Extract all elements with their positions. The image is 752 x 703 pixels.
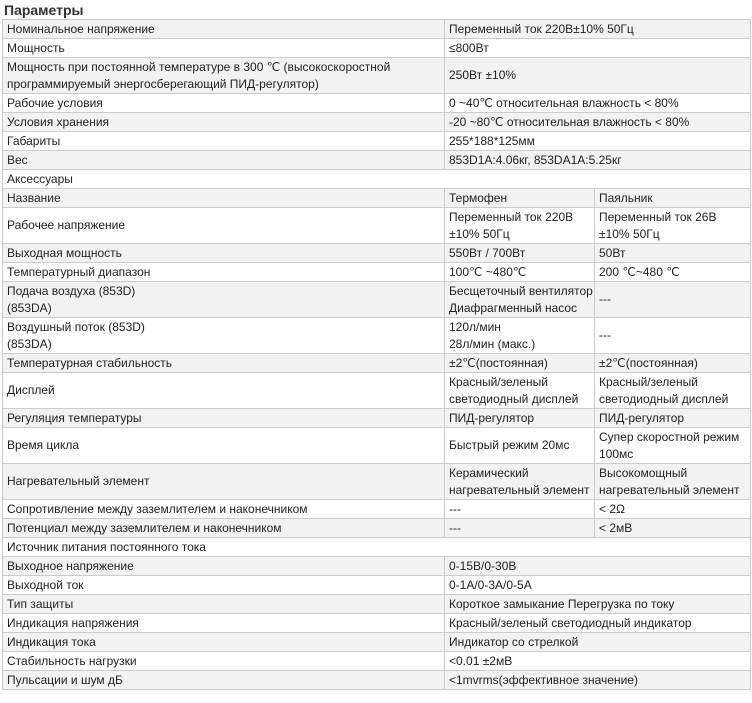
cell-text: программируемый энергосберегающий ПИД-регулятор) — [7, 76, 319, 91]
cell-text: Рабочее напряжение — [7, 218, 126, 232]
param-value-cell — [595, 373, 751, 409]
param-name-cell — [3, 614, 445, 633]
spec-row — [3, 633, 751, 652]
param-value-cell — [595, 189, 751, 208]
cell-text: (853DA) — [7, 336, 52, 351]
cell-text: <1mvrms(эффективное значение) — [449, 672, 638, 687]
cell-text: ±10% 50Гц — [449, 226, 510, 241]
param-value-cell — [445, 39, 751, 58]
param-value-cell — [445, 633, 751, 652]
spec-row — [3, 652, 751, 671]
param-name-cell — [3, 208, 445, 244]
param-value-cell — [595, 318, 751, 354]
cell-text: 550Вт / 700Вт — [449, 245, 526, 260]
cell-text: Название — [7, 190, 61, 205]
param-name-cell — [3, 576, 445, 595]
spec-row — [3, 373, 751, 409]
cell-text: Дисплей — [7, 383, 55, 397]
cell-text: Диафрагменный насос — [449, 300, 578, 315]
param-name-cell — [3, 20, 445, 39]
spec-row — [3, 519, 751, 538]
param-value-cell — [445, 500, 595, 519]
param-name-cell — [3, 409, 445, 428]
spec-row — [3, 500, 751, 519]
spec-row — [3, 576, 751, 595]
cell-text: < 2мВ — [599, 520, 633, 535]
cell-text: Индикатор со стрелкой — [449, 634, 579, 649]
cell-text: Температурный диапазон — [7, 264, 151, 279]
param-value-cell — [445, 282, 595, 318]
param-value-cell — [595, 500, 751, 519]
param-value-cell — [445, 189, 595, 208]
cell-text: ПИД-регулятор — [449, 410, 535, 425]
cell-text: Выходной ток — [7, 577, 84, 592]
param-value-cell — [445, 428, 595, 464]
cell-text: Тип защиты — [7, 596, 74, 611]
param-name-cell — [3, 464, 445, 500]
param-name-cell — [3, 500, 445, 519]
spec-row — [3, 39, 751, 58]
cell-text: Источник питания постоянного тока — [7, 539, 206, 554]
spec-row — [3, 132, 751, 151]
page-title: Параметры — [4, 2, 84, 18]
cell-text: Потенциал между заземлителем и наконечником — [7, 520, 282, 535]
param-name-cell — [3, 318, 445, 354]
spec-row — [3, 354, 751, 373]
param-value-cell — [445, 614, 751, 633]
param-value-cell — [445, 671, 751, 690]
cell-text: (853DA) — [7, 300, 52, 315]
cell-text: Быстрый режим 20мс — [449, 438, 570, 452]
param-value-cell — [445, 652, 751, 671]
param-value-cell — [445, 113, 751, 132]
cell-text: Условия хранения — [7, 114, 110, 129]
cell-text: --- — [449, 501, 461, 516]
spec-row — [3, 318, 751, 354]
spec-row — [3, 244, 751, 263]
cell-text: Короткое замыкание Перегрузка по току — [449, 596, 675, 611]
param-name-cell — [3, 39, 445, 58]
param-name-cell — [3, 189, 445, 208]
param-value-cell — [445, 354, 595, 373]
cell-text: Пульсации и шум дБ — [7, 672, 123, 687]
param-name-cell — [3, 652, 445, 671]
param-value-cell — [595, 519, 751, 538]
param-value-cell — [445, 373, 595, 409]
cell-text: Красный/зеленый — [449, 374, 548, 389]
param-name-cell — [3, 282, 445, 318]
spec-row — [3, 208, 751, 244]
cell-text: Выходное напряжение — [7, 558, 134, 573]
section-header-cell — [3, 170, 751, 189]
cell-text: Мощность при постоянной температуре в 300 ℃ (высокоскоростной — [7, 59, 391, 74]
cell-text: 0 ~40℃ относительная влажность < 80% — [449, 95, 679, 110]
spec-table — [2, 19, 751, 690]
cell-text: Подача воздуха (853D) — [7, 283, 136, 298]
param-name-cell — [3, 519, 445, 538]
param-value-cell — [445, 595, 751, 614]
cell-text: 50Вт — [599, 245, 626, 260]
cell-text: Сопротивление между заземлителем и наконечником — [7, 501, 308, 516]
cell-text: ≤800Вт — [449, 40, 489, 55]
param-value-cell — [595, 464, 751, 500]
spec-row — [3, 409, 751, 428]
param-value-cell — [445, 94, 751, 113]
cell-text: Мощность — [7, 40, 65, 55]
param-value-cell — [445, 263, 595, 282]
cell-text: 120л/мин — [449, 319, 501, 334]
param-value-cell — [595, 409, 751, 428]
cell-text: Высокомощный — [599, 465, 688, 480]
param-value-cell — [445, 132, 751, 151]
cell-text: Переменный ток 220В±10% 50Гц — [449, 21, 634, 36]
cell-text: ПИД-регулятор — [599, 410, 685, 425]
param-name-cell — [3, 132, 445, 151]
param-value-cell — [595, 282, 751, 318]
cell-text: 250Вт ±10% — [449, 68, 517, 82]
param-value-cell — [445, 576, 751, 595]
spec-row — [3, 151, 751, 170]
param-name-cell — [3, 58, 445, 94]
section-header-row — [3, 538, 751, 557]
param-value-cell — [445, 151, 751, 170]
param-name-cell — [3, 428, 445, 464]
spec-row — [3, 189, 751, 208]
param-value-cell — [445, 519, 595, 538]
cell-text: Бесщеточный вентилятор — [449, 283, 593, 298]
cell-text: Номинальное напряжение — [7, 21, 155, 36]
param-name-cell — [3, 373, 445, 409]
cell-text: <0.01 ±2мВ — [449, 653, 513, 668]
cell-text: Индикация напряжения — [7, 615, 139, 630]
cell-text: 100мс — [599, 446, 634, 461]
cell-text: Стабильность нагрузки — [7, 653, 137, 668]
param-name-cell — [3, 263, 445, 282]
param-name-cell — [3, 354, 445, 373]
param-value-cell — [445, 244, 595, 263]
param-name-cell — [3, 557, 445, 576]
param-value-cell — [445, 318, 595, 354]
cell-text: Температурная стабильность — [7, 355, 173, 370]
section-header-cell — [3, 538, 751, 557]
cell-text: Габариты — [7, 133, 61, 148]
cell-text: нагревательный элемент — [449, 482, 590, 497]
cell-text: светодиодный дисплей — [449, 391, 579, 406]
cell-text: Выходная мощность — [7, 245, 122, 260]
cell-text: --- — [599, 328, 611, 342]
cell-text: 853D1A:4.06кг, 853DA1A:5.25кг — [449, 152, 622, 167]
cell-text: 200 ℃~480 ℃ — [599, 264, 680, 279]
param-name-cell — [3, 595, 445, 614]
param-name-cell — [3, 633, 445, 652]
cell-text: Термофен — [449, 190, 508, 205]
spec-row — [3, 428, 751, 464]
cell-text: < 2Ω — [599, 501, 625, 516]
spec-row — [3, 94, 751, 113]
cell-text: нагревательный элемент — [599, 482, 740, 497]
param-value-cell — [595, 428, 751, 464]
cell-text: 0-15В/0-30В — [449, 558, 517, 573]
cell-text: 255*188*125мм — [449, 133, 535, 148]
spec-row — [3, 464, 751, 500]
spec-row — [3, 113, 751, 132]
spec-row — [3, 58, 751, 94]
param-value-cell — [595, 244, 751, 263]
param-value-cell — [445, 20, 751, 39]
spec-row — [3, 614, 751, 633]
param-value-cell — [445, 557, 751, 576]
cell-text: Аксессуары — [7, 171, 73, 186]
param-name-cell — [3, 244, 445, 263]
cell-text: Красный/зеленый светодиодный индикатор — [449, 615, 692, 630]
param-value-cell — [445, 58, 751, 94]
spec-row — [3, 671, 751, 690]
cell-text: Переменный ток 220В — [449, 209, 574, 224]
cell-text: -20 ~80℃ относительная влажность < 80% — [449, 114, 690, 129]
spec-row — [3, 20, 751, 39]
spec-row — [3, 595, 751, 614]
cell-text: Воздушный поток (853D) — [7, 319, 145, 334]
cell-text: 0-1А/0-3А/0-5А — [449, 577, 532, 592]
cell-text: светодиодный дисплей — [599, 391, 729, 406]
section-header-row — [3, 170, 751, 189]
cell-text: Рабочие условия — [7, 95, 103, 110]
cell-text: Вес — [7, 152, 28, 167]
param-name-cell — [3, 671, 445, 690]
cell-text: Супер скоростной режим — [599, 429, 740, 444]
cell-text: Нагревательный элемент — [7, 474, 150, 488]
param-value-cell — [595, 208, 751, 244]
cell-text: ±2℃(постоянная) — [449, 355, 548, 370]
cell-text: ±2℃(постоянная) — [599, 355, 698, 370]
param-value-cell — [445, 208, 595, 244]
spec-row — [3, 557, 751, 576]
param-name-cell — [3, 151, 445, 170]
cell-text: 28л/мин (макс.) — [449, 336, 536, 351]
spec-row — [3, 263, 751, 282]
param-name-cell — [3, 113, 445, 132]
cell-text: Керамический — [449, 465, 529, 480]
spec-table-body — [3, 20, 751, 690]
cell-text: 100℃ ~480℃ — [449, 264, 527, 279]
param-value-cell — [595, 354, 751, 373]
spec-row — [3, 282, 751, 318]
cell-text: Переменный ток 26В — [599, 209, 717, 224]
cell-text: Индикация тока — [7, 634, 96, 649]
cell-text: ±10% 50Гц — [599, 226, 660, 241]
cell-text: --- — [449, 520, 461, 535]
cell-text: Регуляция температуры — [7, 410, 142, 425]
param-value-cell — [445, 464, 595, 500]
param-value-cell — [595, 263, 751, 282]
cell-text: Красный/зеленый — [599, 374, 698, 389]
param-value-cell — [445, 409, 595, 428]
cell-text: Время цикла — [7, 438, 80, 452]
param-name-cell — [3, 94, 445, 113]
cell-text: Паяльник — [599, 190, 653, 205]
cell-text: --- — [599, 292, 611, 306]
